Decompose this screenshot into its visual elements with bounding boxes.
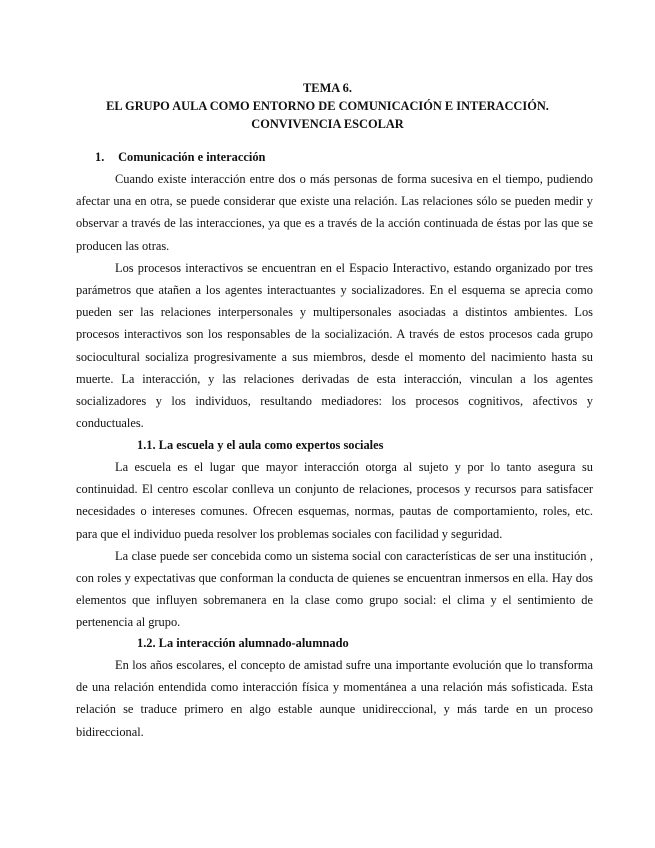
section-1-body (76, 168, 593, 434)
section-1-number: 1. (95, 150, 105, 164)
section-1-2-body (76, 654, 593, 743)
paragraph: La escuela es el lugar que mayor interacción otorga al sujeto y por lo tanto asegura su continuidad. El centro escolar conlleva un conjunto de relaciones, procesos y recursos para satisfacer necesidades o intereses comunes. Ofrecen esquemas, normas, pautas de comportamiento, roles, etc. para que el individuo pueda resolver los problemas sociales con facilidad y seguridad. (76, 460, 593, 541)
section-1-1-heading: 1.1. La escuela y el aula como expertos sociales (137, 438, 384, 452)
paragraph: La clase puede ser concebida como un sistema social con características de ser una institución , con roles y expectativas que conforman la conducta de quienes se encuentran inmersos en ella. Hay dos elementos que influyen sobremanera en la clase como grupo social: el clima y el sentimiento de pertenencia al grupo. (76, 548, 593, 630)
paragraph: En los años escolares, el concepto de amistad sufre una importante evolución que lo transforma de una relación entendida como interacción física y momentánea a una relación más sofisticada. Esta relación se traduce primero en algo estable aunque unidireccional, y más tarde en un proceso bidireccional. (76, 658, 593, 739)
paragraph: Cuando existe interacción entre dos o más personas de forma sucesiva en el tiempo, pudiendo afectar una en otra, se puede considerar que existe una relación. Las relaciones sólo se pueden medir y observar a través de las interacciones, ya que es a través de la acción continuada de éstas por las que se producen las otras. (76, 172, 593, 253)
section-1-heading (95, 150, 265, 165)
paragraph: Los procesos interactivos se encuentran en el Espacio Interactivo, estando organizado por tres parámetros que atañen a los agentes interactuantes y socializadores. En el esquema se aprecia como pueden ser las relaciones interpersonales y multipersonales asociadas a distintos ambientes. Los procesos interactivos son los responsables de la socialización. A través de estos procesos cada grupo sociocultural socializa progresivamente a sus miembros, desde el momento del nacimiento hasta su muerte. La interacción, y las relaciones derivadas de esta interacción, vinculan a los agentes socializadores y los individuos, resultando mediadores: los procesos cognitivos, afectivos y conductuales. (76, 260, 593, 431)
title-line-2: EL GRUPO AULA COMO ENTORNO DE COMUNICACIÓN E INTERACCIÓN. (106, 99, 549, 113)
title-line-3: CONVIVENCIA ESCOLAR (251, 117, 404, 131)
document-title (0, 79, 655, 133)
title-line-1: TEMA 6. (303, 81, 352, 95)
section-1-1-body (76, 456, 593, 634)
section-1-2-heading: 1.2. La interacción alumnado-alumnado (137, 636, 349, 650)
section-1-title: Comunicación e interacción (118, 150, 266, 164)
